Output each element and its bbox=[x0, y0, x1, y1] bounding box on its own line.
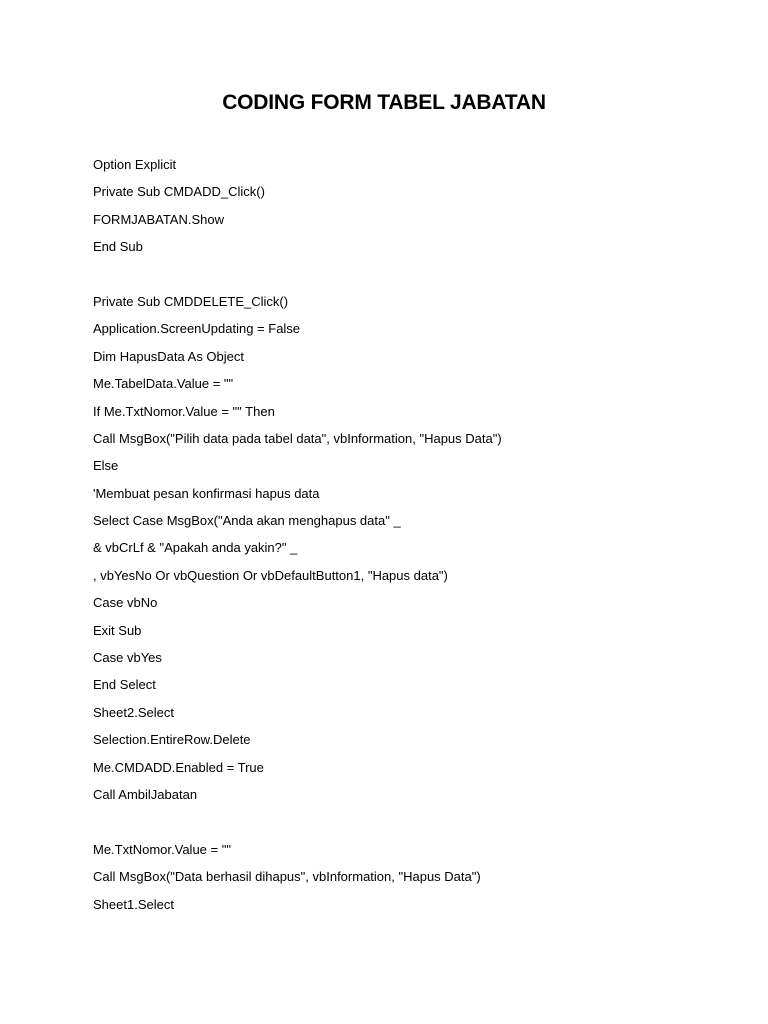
code-line: Application.ScreenUpdating = False bbox=[93, 321, 301, 337]
code-line: Case vbNo bbox=[93, 595, 158, 611]
code-line: FORMJABATAN.Show bbox=[93, 211, 224, 227]
code-line: Dim HapusData As Object bbox=[93, 348, 245, 364]
code-line: Sheet1.Select bbox=[93, 896, 174, 912]
code-line: Call MsgBox("Pilih data pada tabel data", vbInformation, "Hapus Data") bbox=[93, 430, 502, 446]
code-line: Select Case MsgBox("Anda akan menghapus data" _ bbox=[93, 513, 401, 529]
code-line: & vbCrLf & "Apakah anda yakin?" _ bbox=[93, 540, 298, 556]
code-line: Option Explicit bbox=[93, 157, 177, 172]
code-line: Sheet2.Select bbox=[93, 704, 174, 720]
code-line: Exit Sub bbox=[93, 622, 142, 638]
code-line: Else bbox=[93, 458, 119, 474]
blank-line bbox=[93, 808, 713, 835]
code-line: Case vbYes bbox=[93, 650, 162, 666]
code-line: Me.CMDADD.Enabled = True bbox=[93, 759, 264, 775]
code-line: End Sub bbox=[93, 239, 143, 255]
page-title: CODING FORM TABEL JABATAN bbox=[222, 91, 546, 114]
code-line: , vbYesNo Or vbQuestion Or vbDefaultButton1, "Hapus data") bbox=[93, 567, 448, 583]
code-line: Call MsgBox("Data berhasil dihapus", vbInformation, "Hapus Data") bbox=[93, 869, 481, 885]
code-line: Call AmbilJabatan bbox=[93, 786, 198, 802]
code-comment-line: 'Membuat pesan konfirmasi hapus data bbox=[93, 485, 320, 501]
code-line: Me.TabelData.Value = "" bbox=[93, 376, 234, 392]
code-line: Me.TxtNomor.Value = "" bbox=[93, 841, 231, 857]
code-line: Private Sub CMDADD_Click() bbox=[93, 184, 265, 200]
code-line: Selection.EntireRow.Delete bbox=[93, 732, 251, 748]
blank-line bbox=[93, 261, 713, 288]
code-block bbox=[93, 151, 713, 918]
code-line: End Select bbox=[93, 677, 156, 693]
code-line: If Me.TxtNomor.Value = "" Then bbox=[93, 403, 275, 419]
code-line: Private Sub CMDDELETE_Click() bbox=[93, 293, 289, 309]
